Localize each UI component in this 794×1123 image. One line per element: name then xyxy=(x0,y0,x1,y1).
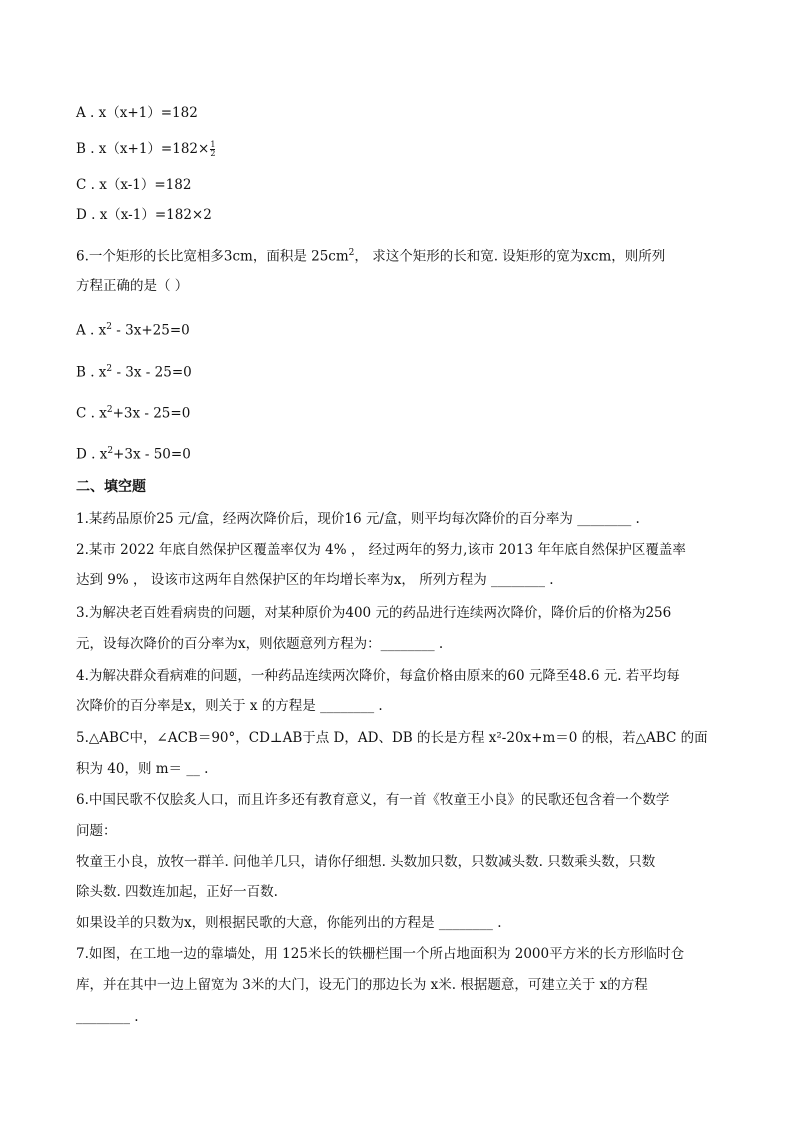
fill-line-5: 元，设每次降价的百分率为x，则依题意列方程为：________ . xyxy=(76,636,444,652)
q6-option-d-pre: D . x xyxy=(76,446,108,463)
q6-option-d-sup: 2 xyxy=(107,446,114,456)
fill-line-14: 如果设羊的只数为x，则根据民歌的大意，你能列出的方程是 ________ . xyxy=(76,915,502,931)
q6-stem-sup: 2 xyxy=(348,248,355,258)
q6-option-a xyxy=(76,317,190,341)
q6-option-d xyxy=(76,441,191,465)
option-a xyxy=(76,103,198,123)
q6-stem-line2: 方程正确的是（ ） xyxy=(76,278,189,294)
q6-option-a-pre: A . x xyxy=(76,322,107,339)
fill-line-12: 牧童王小良，放牧一群羊. 问他羊几只，请你仔细想. 头数加只数，只数减头数. 只数乘头数，只数 xyxy=(76,854,656,870)
q6-option-a-post: - 3x+25=0 xyxy=(111,322,190,339)
fraction-numerator: 1 xyxy=(210,140,216,149)
fill-line-1: 1.某药品原价25 元/盒，经两次降价后，现价16 元/盒，则平均每次降价的百分率为 ________ . xyxy=(76,511,640,527)
q6-option-c xyxy=(76,400,190,424)
option-d xyxy=(76,205,212,225)
q6-option-b-post: - 3x - 25=0 xyxy=(112,364,192,381)
option-b xyxy=(76,139,215,159)
q6-option-b xyxy=(76,359,192,383)
fraction-denominator: 2 xyxy=(210,149,216,158)
option-b-text: B . x（x+1）=182× xyxy=(76,141,210,157)
q6-option-c-pre: C . x xyxy=(76,405,107,422)
option-d-text: D . x（x-1）=182×2 xyxy=(76,207,212,223)
fill-line-4: 3.为解决老百姓看病贵的问题，对某种原价为400 元的药品进行连续两次降价，降价后的价格为256 xyxy=(76,605,672,621)
fill-line-3: 达到 9% ， 设该市这两年自然保护区的年均增长率为x， 所列方程为 ________ . xyxy=(76,572,554,588)
fill-line-16: 库，并在其中一边上留宽为 3米的大门，设无门的那边长为 x米. 根据题意，可建立关于 x的方程 xyxy=(76,977,648,993)
section-heading: 二、填空题 xyxy=(76,479,146,495)
q6-option-a-sup: 2 xyxy=(106,322,112,332)
fill-line-17: ________ . xyxy=(76,1009,139,1025)
fill-line-9: 积为 40，则 m＝ __ . xyxy=(76,761,209,777)
q6-option-c-post: +3x - 25=0 xyxy=(112,405,191,422)
fill-line-10: 6.中国民歌不仅脍炙人口，而且许多还有教育意义，有一首《牧童王小良》的民歌还包含着一个数学 xyxy=(76,792,670,808)
q6-stem-line1 xyxy=(76,243,665,267)
q6-option-d-post: +3x - 50=0 xyxy=(113,446,191,463)
fill-line-11: 问题： xyxy=(76,823,117,839)
q6-option-b-sup: 2 xyxy=(106,364,113,374)
fill-line-15: 7.如图，在工地一边的靠墙处，用 125米长的铁栅栏围一个所占地面积为 2000平方米的长方形临时仓 xyxy=(76,946,685,962)
option-c xyxy=(76,175,191,195)
fill-line-2: 2.某市 2022 年底自然保护区覆盖率仅为 4% ， 经过两年的努力,该市 2013 年年底自然保护区覆盖率 xyxy=(76,542,686,558)
fraction xyxy=(210,141,215,158)
q6-stem-part1: 6.一个矩形的长比宽相多3cm，面积是 25cm xyxy=(76,248,349,265)
option-a-text: A . x（x+1）=182 xyxy=(76,105,198,121)
fill-line-7: 次降价的百分率是x，则关于 x 的方程是 ________ . xyxy=(76,698,383,714)
fill-line-8: 5.△ABC中，∠ACB＝90°，CD⊥AB于点 D，AD、DB 的长是方程 x²-20x+m＝0 的根，若△ABC 的面 xyxy=(76,730,708,746)
q6-option-b-pre: B . x xyxy=(76,364,107,381)
fill-line-6: 4.为解决群众看病难的问题，一种药品连续两次降价，每盒价格由原来的60 元降至48.6 元. 若平均每 xyxy=(76,668,680,684)
q6-stem-part2: ， 求这个矩形的长和宽. 设矩形的宽为xcm，则所列 xyxy=(354,248,666,265)
q6-option-c-sup: 2 xyxy=(106,405,113,415)
option-c-text: C . x（x-1）=182 xyxy=(76,177,192,193)
fill-line-13: 除头数. 四数连加起，正好一百数. xyxy=(76,884,278,900)
